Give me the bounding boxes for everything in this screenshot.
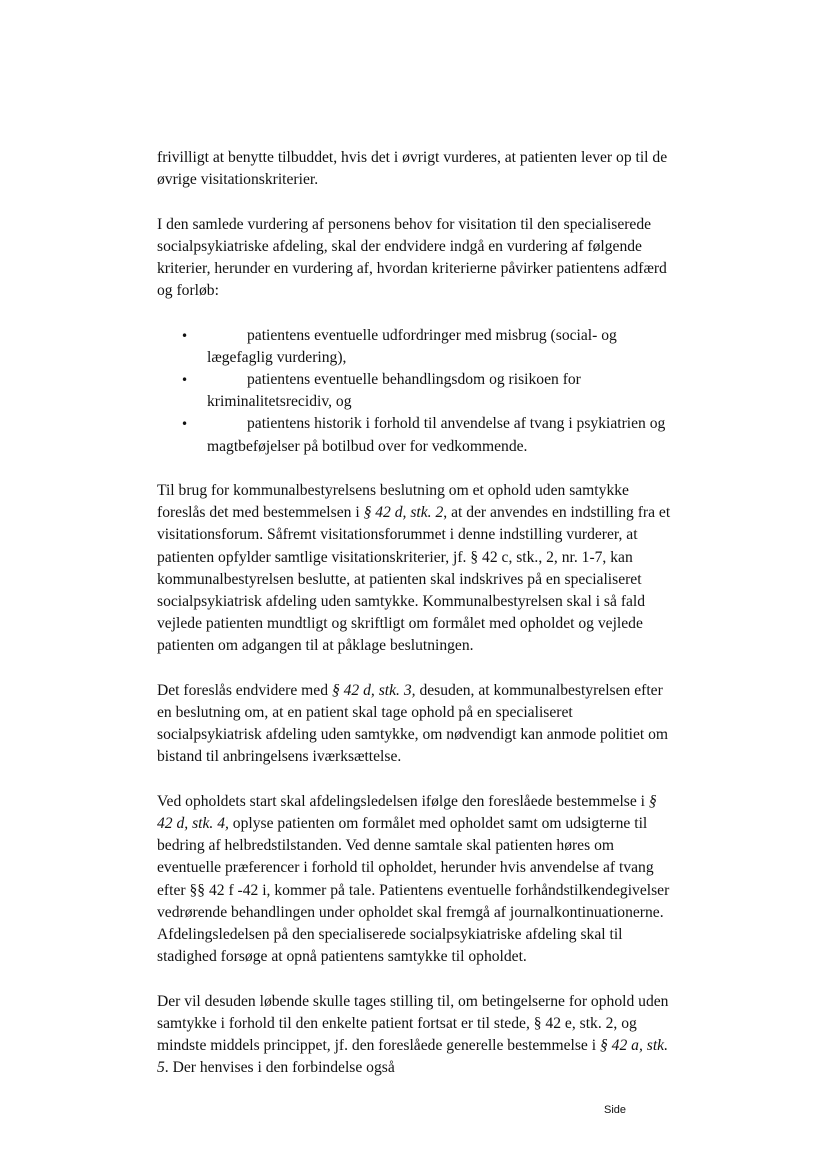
bullet-icon: •	[181, 328, 189, 343]
bullet-icon: •	[181, 373, 189, 387]
paragraph-text: Til brug for kommunalbestyrelsens beslutning om et ophold uden samtykke foreslås det med bestemmelsen i	[157, 482, 629, 522]
legal-reference: § 42 d, stk. 4,	[157, 792, 657, 833]
criteria-list	[157, 325, 673, 458]
list-item-text: patientens eventuelle udfordringer med misbrug (social- og lægefaglig vurdering),	[207, 326, 617, 366]
paragraph-continuation: frivilligt at benytte tilbuddet, hvis det i øvrigt vurderes, at patienten lever op til de øvrige visitationskriterier.	[157, 149, 668, 189]
paragraph-text: Der vil desuden løbende skulle tages stilling til, om betingelserne for ophold uden samtykke i forhold til den enkelte patient fortsat er til stede, § 42 e, stk. 2, og mindste middels princippet, jf. den foreslåede generelle bestemmelse i	[157, 992, 669, 1055]
paragraph-text: . Der henvises i den forbindelse også	[164, 1059, 395, 1077]
list-item-text: patientens eventuelle behandlingsdom og risikoen for kriminalitetsrecidiv, og	[207, 371, 581, 411]
paragraph-police-assistance	[157, 680, 673, 769]
list-item	[157, 325, 673, 369]
paragraph-assessment-criteria: I den samlede vurdering af personens behov for visitation til den specialiserede socialpsykiatriske afdeling, skal der endvidere indgå en vurdering af følgende kriterier, herunder en vurdering af, hvordan kriterierne påvirker patientens adfærd og forløb:	[157, 215, 667, 300]
paragraph-text: oplyse patienten om formålet med opholdet samt om udsigterne til bedring af helbredstilstanden. Ved denne samtale skal patienten høres om eventuelle præferencer i forhold til opholdet, herunder hvis anvendelse af tvang efter §§ 42 f -42 i, kommer på tale. Patientens eventuelle forhåndstilkendegivelser vedrørende behandlingen under opholdet skal fremgå af journalkontinuationerne. Afdelingsledelsen på den specialiserede socialpsykiatriske afdeling skal til stadighed forsøge at opnå patientens samtykke til opholdet.	[157, 815, 670, 966]
paragraph-decision-without-consent	[157, 480, 673, 658]
list-item	[157, 413, 673, 457]
list-item	[157, 369, 673, 413]
paragraph-ongoing-assessment	[157, 991, 673, 1080]
paragraph-text: Det foreslås endvidere med	[157, 681, 332, 699]
list-item-text: patientens historik i forhold til anvendelse af tvang i psykiatrien og magtbeføjelser på botilbud over for vedkommende.	[207, 415, 666, 455]
legal-reference: § 42 d, stk. 2	[363, 504, 444, 522]
paragraph-text: Ved opholdets start skal afdelingsledelsen ifølge den foreslåede bestemmelse i	[157, 792, 649, 810]
legal-reference: § 42 d, stk. 3,	[331, 681, 416, 699]
legal-reference: § 42 a, stk. 5	[157, 1037, 668, 1077]
bullet-icon: •	[181, 417, 189, 432]
paragraph-text: , at der anvendes en indstilling fra et visitationsforum. Såfremt visitationsforummet i denne indstilling vurderer, at patienten opfylder samtlige visitationskriterier, jf. § 42 c, stk., 2, nr. 1-7, kan kommunalbestyrelsen beslutte, at patienten skal indskrives på en specialiseret socialpsykiatrisk afdeling uden samtykke. Kommunalbestyrelsen skal i så fald vejlede patienten mundtligt og skriftligt om formålet med opholdet og vejlede patienten om adgangen til at påklage beslutningen.	[157, 504, 671, 655]
paragraph-text: desuden, at kommunalbestyrelsen efter en beslutning om, at en patient skal tage ophold på en specialiseret socialpsykiatrisk afdeling uden samtykke, om nødvendigt kan anmode politiet om bistand til anbringelsens iværksættelse.	[157, 681, 669, 766]
document-body	[157, 147, 673, 1102]
page-footer-side-label: Side	[604, 1104, 627, 1116]
paragraph-stay-start	[157, 791, 673, 969]
